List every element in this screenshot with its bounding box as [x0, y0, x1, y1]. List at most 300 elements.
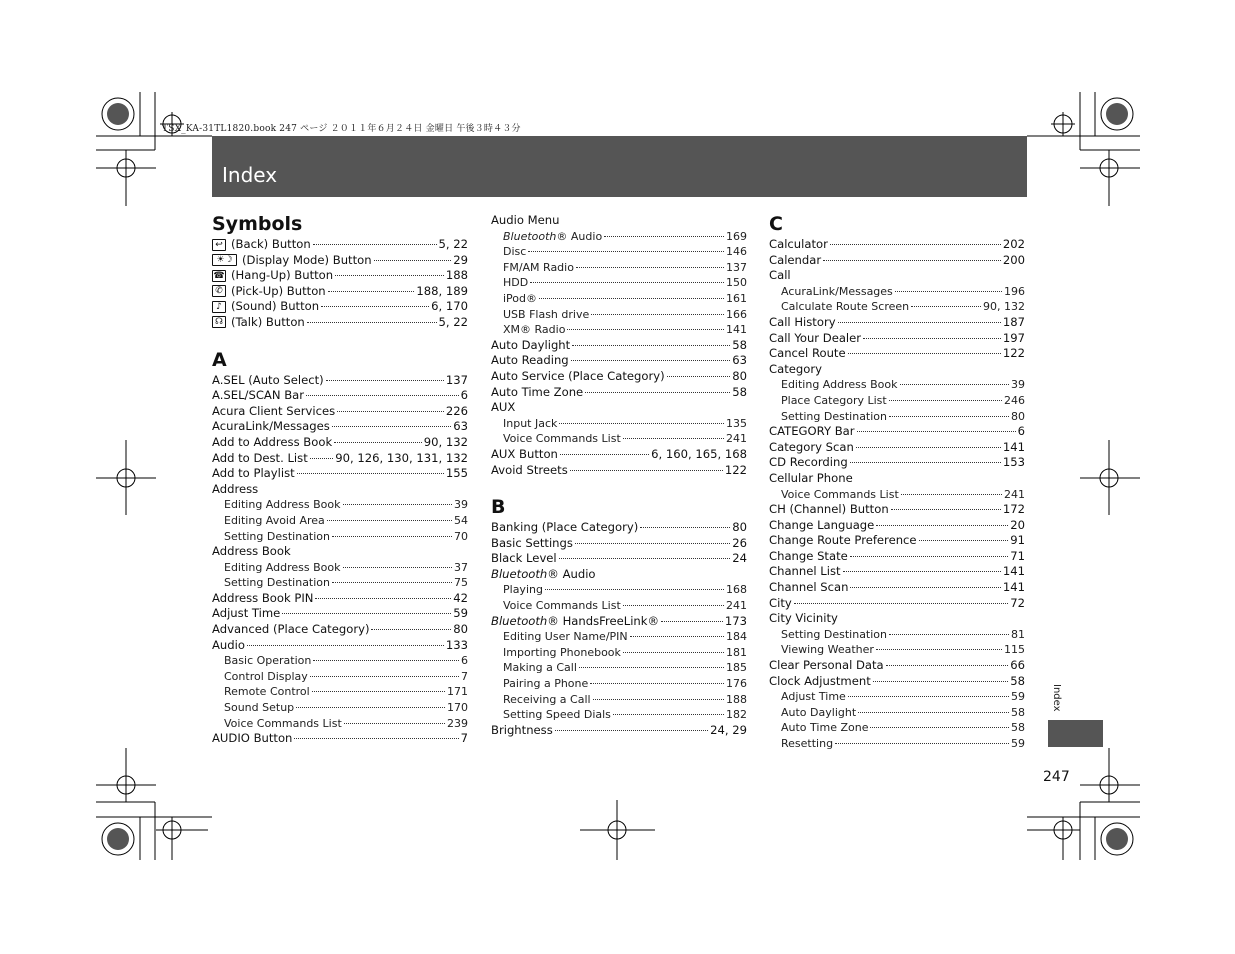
entry-name: XM® Radio	[503, 323, 566, 337]
leader-dots	[886, 665, 1009, 666]
index-entry[interactable]	[491, 582, 747, 598]
entry-pages: 70	[454, 529, 468, 543]
entry-name: Voice Commands List	[781, 487, 899, 501]
entry-name: ☀☽ (Display Mode) Button	[212, 253, 372, 269]
entry-name: Voice Commands List	[224, 716, 342, 730]
entry-pages: 146	[726, 245, 747, 259]
entry-name: Editing Address Book	[781, 378, 898, 392]
index-entry[interactable]	[769, 502, 1025, 518]
entry-pages: 39	[1011, 378, 1025, 392]
index-entry[interactable]	[212, 253, 468, 269]
entry-pages: 188	[445, 268, 468, 283]
index-entry[interactable]	[769, 409, 1025, 425]
index-entry[interactable]	[769, 549, 1025, 565]
print-header: TSX_KA-31TL1820.book 247 ページ ２０１１年６月２４日 金曜日 午後３時４３分	[162, 124, 521, 134]
entry-name: Resetting	[781, 737, 834, 750]
leader-dots	[555, 730, 708, 731]
entry-pages: 239	[447, 716, 468, 730]
index-entry[interactable]	[769, 284, 1025, 300]
index-entry[interactable]	[491, 244, 747, 260]
entry-pages: 6	[461, 654, 468, 668]
leader-dots	[895, 291, 1002, 292]
index-entry[interactable]	[769, 705, 1025, 721]
index-entry[interactable]	[769, 237, 1025, 253]
leader-dots	[863, 338, 1001, 339]
entry-name: Setting Destination	[224, 576, 331, 590]
leader-dots	[337, 411, 444, 412]
leader-dots	[850, 556, 1008, 557]
entry-name: Disc	[503, 245, 527, 259]
entry-name: FM/AM Radio	[503, 260, 574, 274]
entry-pages: 81	[1011, 627, 1025, 641]
index-entry[interactable]	[212, 373, 468, 389]
leader-dots	[332, 582, 452, 583]
entry-name: Voice Commands List	[503, 599, 621, 613]
leader-dots	[838, 322, 1001, 323]
index-entry[interactable]	[491, 692, 747, 708]
entry-name: Bluetooth® Audio	[503, 229, 603, 243]
index-entry[interactable]	[491, 551, 747, 567]
entry-name: Call History	[769, 314, 836, 329]
page-title: Index	[222, 163, 278, 187]
leader-dots	[579, 667, 724, 668]
index-entry[interactable]	[212, 591, 468, 607]
leader-dots	[630, 636, 724, 637]
leader-dots	[310, 676, 459, 677]
index-entry[interactable]	[212, 700, 468, 716]
b-list	[491, 520, 747, 738]
entry-name: Avoid Streets	[491, 462, 568, 477]
entry-name: Add to Dest. List	[212, 450, 308, 465]
index-entry[interactable]	[212, 315, 468, 331]
entry-name: Bluetooth® Audio	[491, 566, 596, 581]
entry-pages: 133	[445, 637, 468, 652]
entry-name: ☊ (Talk) Button	[212, 315, 305, 331]
entry-pages: 173	[724, 613, 747, 628]
leader-dots	[539, 298, 724, 299]
leader-dots	[830, 244, 1001, 245]
index-entry[interactable]	[212, 284, 468, 300]
entry-name: Editing Address Book	[224, 560, 341, 574]
entry-pages: 185	[726, 661, 747, 675]
entry-name: Address	[212, 481, 259, 496]
hang-up-button-icon: ☎	[213, 270, 225, 281]
entry-name: Making a Call	[503, 661, 577, 675]
entry-name: Importing Phonebook	[503, 645, 621, 659]
leader-dots	[313, 660, 459, 661]
entry-pages: 241	[726, 599, 747, 613]
sound-button-icon: ♪	[212, 301, 226, 313]
index-entry[interactable]	[491, 536, 747, 552]
leader-dots	[613, 714, 724, 715]
page-number: 247	[1043, 769, 1070, 785]
index-entry[interactable]	[769, 299, 1025, 315]
entry-pages: 26	[732, 535, 747, 550]
entry-pages: 63	[453, 419, 468, 434]
index-entry[interactable]	[212, 560, 468, 576]
leader-dots	[328, 291, 415, 292]
index-column-2	[491, 213, 747, 738]
index-entry[interactable]	[212, 684, 468, 700]
entry-pages: 150	[726, 276, 747, 290]
index-entry[interactable]	[491, 322, 747, 338]
index-entry[interactable]	[491, 291, 747, 307]
leader-dots	[623, 605, 724, 606]
entry-name: iPod®	[503, 291, 538, 305]
index-entry[interactable]	[491, 447, 747, 463]
index-entry[interactable]	[769, 315, 1025, 331]
entry-name: Input Jack	[503, 416, 558, 430]
index-entry[interactable]	[769, 268, 1025, 284]
index-entry[interactable]	[491, 275, 747, 291]
leader-dots	[850, 587, 1000, 588]
index-entry[interactable]	[491, 598, 747, 614]
leader-dots	[848, 353, 1001, 354]
index-entry[interactable]	[769, 658, 1025, 674]
leader-dots	[312, 691, 445, 692]
side-tab-label: Index	[1051, 684, 1062, 712]
entry-pages: 188, 189	[416, 283, 468, 298]
index-entry[interactable]	[491, 369, 747, 385]
entry-name: CD Recording	[769, 455, 848, 470]
index-entry[interactable]	[212, 404, 468, 420]
leader-dots	[870, 727, 1009, 728]
pick-up-button-icon: ✆	[212, 285, 226, 297]
entry-pages: 29	[453, 252, 468, 267]
index-entry[interactable]	[491, 676, 747, 692]
index-entry[interactable]	[769, 580, 1025, 596]
a-continued-list	[491, 213, 747, 478]
entry-name: AUX	[491, 400, 516, 415]
entry-name: A.SEL/SCAN Bar	[212, 388, 305, 403]
leader-dots	[856, 447, 1001, 448]
leader-dots	[623, 652, 724, 653]
entry-name: Cancel Route	[769, 346, 846, 361]
entry-name: Calculate Route Screen	[781, 300, 910, 314]
leader-dots	[560, 454, 649, 455]
entry-pages: 58	[732, 384, 747, 399]
entry-name: Calculator	[769, 237, 828, 251]
entry-pages: 58	[1011, 705, 1025, 719]
leader-dots	[282, 613, 451, 614]
leader-dots	[332, 536, 452, 537]
index-entry[interactable]	[212, 638, 468, 654]
index-entry[interactable]	[212, 529, 468, 545]
entry-pages: 71	[1010, 548, 1025, 563]
entry-name: Audio Menu	[491, 213, 560, 227]
entry-pages: 197	[1002, 330, 1025, 345]
entry-name: AcuraLink/Messages	[781, 284, 893, 298]
entry-name: Setting Destination	[781, 409, 888, 423]
entry-name: ✆ (Pick-Up) Button	[212, 284, 326, 300]
entry-name: Address Book	[212, 544, 291, 559]
entry-pages: 7	[460, 731, 468, 746]
index-entry[interactable]	[212, 544, 468, 560]
entry-name: Auto Reading	[491, 353, 569, 368]
entry-pages: 90, 132	[983, 300, 1025, 314]
entry-name: Voice Commands List	[503, 432, 621, 446]
index-entry[interactable]	[212, 653, 468, 669]
entry-pages: 196	[1004, 284, 1025, 298]
leader-dots	[571, 360, 731, 361]
index-entry[interactable]	[491, 229, 747, 245]
index-entry[interactable]	[212, 268, 468, 284]
entry-name: CH (Channel) Button	[769, 502, 889, 517]
index-entry[interactable]	[212, 451, 468, 467]
entry-pages: 63	[732, 353, 747, 368]
index-entry[interactable]	[491, 660, 747, 676]
entry-name: Black Level	[491, 551, 557, 566]
leader-dots	[919, 540, 1009, 541]
entry-name: Adjust Time	[212, 606, 281, 621]
entry-pages: 66	[1010, 658, 1025, 673]
entry-pages: 137	[726, 260, 747, 274]
index-entry[interactable]	[491, 338, 747, 354]
index-entry[interactable]	[769, 455, 1025, 471]
index-entry[interactable]	[769, 393, 1025, 409]
entry-pages: 115	[1004, 643, 1025, 657]
entry-name: ☎ (Hang-Up) Button	[213, 268, 334, 283]
entry-name: Sound Setup	[224, 701, 295, 715]
entry-pages: 153	[1002, 455, 1025, 470]
index-entry[interactable]	[212, 606, 468, 622]
entry-name: Auto Time Zone	[491, 384, 584, 399]
leader-dots	[901, 494, 1002, 495]
index-entry[interactable]	[769, 471, 1025, 487]
entry-name: CATEGORY Bar	[769, 424, 855, 439]
index-entry[interactable]	[212, 482, 468, 498]
entry-name: Remote Control	[224, 685, 310, 699]
index-entry[interactable]	[491, 723, 747, 739]
leader-dots	[889, 400, 1002, 401]
index-entry[interactable]	[769, 362, 1025, 378]
index-entry[interactable]	[769, 440, 1025, 456]
entry-name: AcuraLink/Messages	[212, 419, 330, 434]
leader-dots	[297, 473, 444, 474]
entry-pages: 59	[1011, 737, 1025, 750]
index-entry[interactable]	[212, 622, 468, 638]
entry-name: Editing Avoid Area	[224, 513, 325, 527]
index-entry[interactable]	[491, 260, 747, 276]
entry-name: Acura Client Services	[212, 403, 336, 418]
entry-name: Calendar	[769, 252, 822, 267]
section-heading-b: B	[491, 496, 506, 519]
index-entry[interactable]	[491, 353, 747, 369]
leader-dots	[604, 236, 724, 237]
index-entry[interactable]	[212, 419, 468, 435]
index-entry[interactable]	[212, 237, 468, 253]
entry-pages: 91	[1010, 533, 1025, 548]
entry-pages: 241	[1004, 487, 1025, 501]
index-entry[interactable]	[491, 431, 747, 447]
index-entry[interactable]	[212, 669, 468, 685]
entry-name: Auto Daylight	[491, 337, 571, 352]
entry-name: Setting Destination	[224, 529, 331, 543]
entry-name: AUX Button	[491, 446, 558, 461]
index-entry[interactable]	[491, 520, 747, 536]
index-entry[interactable]	[212, 299, 468, 315]
section-heading-a: A	[212, 348, 227, 371]
index-entry[interactable]	[491, 614, 747, 630]
entry-name: HDD	[503, 276, 529, 290]
leader-dots	[823, 260, 1001, 261]
entry-pages: 171	[447, 685, 468, 699]
leader-dots	[332, 426, 451, 427]
index-entry[interactable]	[769, 487, 1025, 503]
leader-dots	[247, 645, 444, 646]
leader-dots	[321, 306, 429, 307]
index-entry[interactable]	[212, 388, 468, 404]
entry-pages: 200	[1002, 252, 1025, 267]
index-entry[interactable]	[491, 707, 747, 723]
entry-pages: 6, 160, 165, 168	[651, 446, 747, 461]
entry-pages: 187	[1002, 314, 1025, 329]
back-button-icon: ↩	[212, 239, 226, 251]
index-entry[interactable]	[769, 689, 1025, 705]
entry-name: Category Scan	[769, 439, 854, 454]
leader-dots	[575, 543, 730, 544]
entry-name: ♪ (Sound) Button	[212, 299, 319, 315]
entry-pages: 39	[454, 498, 468, 512]
index-entry[interactable]	[491, 213, 747, 229]
entry-name: Add to Playlist	[212, 466, 295, 481]
index-entry[interactable]	[769, 736, 1025, 752]
leader-dots	[835, 743, 1009, 744]
entry-name: Add to Address Book	[212, 434, 333, 449]
index-entry[interactable]	[769, 331, 1025, 347]
index-entry[interactable]	[769, 564, 1025, 580]
index-entry[interactable]	[769, 642, 1025, 658]
index-entry[interactable]	[769, 253, 1025, 269]
entry-pages: 6	[460, 388, 468, 403]
entry-pages: 59	[1011, 690, 1025, 704]
leader-dots	[327, 520, 452, 521]
leader-dots	[335, 275, 444, 276]
leader-dots	[876, 649, 1002, 650]
entry-name: Setting Destination	[781, 627, 888, 641]
entry-name: Pairing a Phone	[503, 677, 589, 691]
index-entry[interactable]	[769, 674, 1025, 690]
entry-name: City Vicinity	[769, 611, 838, 626]
index-entry[interactable]	[491, 629, 747, 645]
symbols-list	[212, 237, 468, 331]
entry-pages: 24, 29	[710, 722, 747, 737]
entry-pages: 37	[454, 560, 468, 574]
index-entry[interactable]	[769, 720, 1025, 736]
leader-dots	[344, 723, 445, 724]
index-entry[interactable]	[212, 716, 468, 732]
entry-name: Address Book PIN	[212, 590, 314, 605]
index-entry[interactable]	[769, 346, 1025, 362]
entry-pages: 80	[1011, 409, 1025, 423]
entry-pages: 202	[1002, 237, 1025, 251]
entry-pages: 135	[726, 416, 747, 430]
leader-dots	[559, 423, 724, 424]
entry-name: Channel Scan	[769, 580, 849, 595]
leader-dots	[310, 458, 333, 459]
leader-dots	[889, 634, 1009, 635]
entry-pages: 169	[726, 229, 747, 243]
index-entry[interactable]	[491, 567, 747, 583]
entry-name: Playing	[503, 583, 543, 597]
entry-name: Brightness	[491, 722, 553, 737]
index-entry[interactable]	[491, 463, 747, 479]
entry-pages: 75	[454, 576, 468, 590]
index-entry[interactable]	[769, 627, 1025, 643]
index-entry[interactable]	[212, 435, 468, 451]
entry-pages: 24	[732, 551, 747, 566]
leader-dots	[313, 244, 437, 245]
entry-name: Receiving a Call	[503, 692, 591, 706]
index-entry[interactable]	[212, 513, 468, 529]
leader-dots	[528, 251, 724, 252]
leader-dots	[848, 696, 1009, 697]
index-entry[interactable]	[769, 424, 1025, 440]
entry-name: Setting Speed Dials	[503, 708, 611, 722]
leader-dots	[572, 345, 730, 346]
index-entry[interactable]	[769, 533, 1025, 549]
index-entry[interactable]	[769, 596, 1025, 612]
entry-pages: 226	[445, 403, 468, 418]
entry-pages: 20	[1010, 517, 1025, 532]
index-entry[interactable]	[212, 466, 468, 482]
index-entry[interactable]	[491, 400, 747, 416]
entry-name: Editing Address Book	[224, 498, 341, 512]
entry-name: AUDIO Button	[212, 731, 293, 746]
leader-dots	[794, 603, 1009, 604]
index-column-1	[212, 213, 468, 747]
entry-pages: 42	[453, 590, 468, 605]
entry-name: Change Language	[769, 517, 875, 532]
entry-pages: 141	[1002, 564, 1025, 579]
entry-name: City	[769, 595, 792, 610]
leader-dots	[371, 629, 451, 630]
leader-dots	[590, 683, 724, 684]
section-heading-symbols: Symbols	[212, 213, 303, 235]
entry-pages: 80	[732, 520, 747, 535]
index-entry[interactable]	[491, 645, 747, 661]
leader-dots	[873, 681, 1008, 682]
entry-name: Auto Daylight	[781, 705, 857, 719]
entry-name: ↩ (Back) Button	[212, 237, 311, 253]
section-heading-c: C	[769, 213, 783, 235]
index-entry[interactable]	[491, 307, 747, 323]
display-mode-button-icon: ☀☽	[212, 254, 237, 266]
entry-pages: 170	[447, 701, 468, 715]
entry-pages: 72	[1010, 595, 1025, 610]
leader-dots	[315, 598, 451, 599]
entry-name: Clear Personal Data	[769, 658, 884, 673]
entry-pages: 141	[1002, 439, 1025, 454]
entry-pages: 90, 132	[423, 434, 468, 449]
leader-dots	[891, 509, 1001, 510]
index-entry[interactable]	[212, 731, 468, 747]
index-entry[interactable]	[769, 377, 1025, 393]
index-entry[interactable]	[491, 416, 747, 432]
entry-name: Auto Time Zone	[781, 721, 869, 735]
index-entry[interactable]	[491, 385, 747, 401]
entry-pages: 141	[726, 323, 747, 337]
index-entry[interactable]	[212, 497, 468, 513]
entry-pages: 241	[726, 432, 747, 446]
leader-dots	[661, 621, 723, 622]
entry-name: Auto Service (Place Category)	[491, 368, 665, 383]
index-entry[interactable]	[769, 518, 1025, 534]
index-entry[interactable]	[769, 611, 1025, 627]
entry-pages: 80	[732, 368, 747, 383]
index-entry[interactable]	[212, 575, 468, 591]
entry-pages: 161	[726, 291, 747, 305]
